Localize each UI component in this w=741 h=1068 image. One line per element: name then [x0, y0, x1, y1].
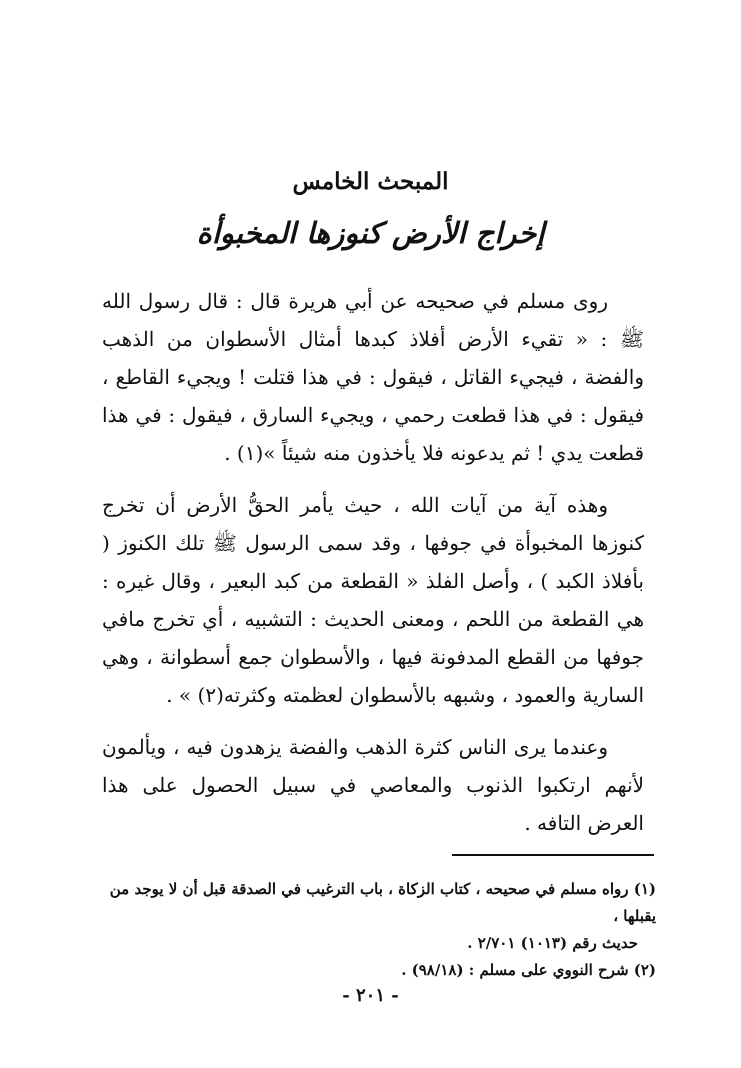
page-number: - ٢٠١ - [342, 985, 399, 1006]
chapter-label: المبحث الخامس [292, 168, 449, 195]
body-text [102, 282, 644, 856]
paragraph-explanation: وهذه آية من آيات الله ، حيث يأمر الحقُّ الأرض أن تخرج كنوزها المخبوأة في جوفها ، وقد سمى الرسول ﷺ تلك الكنوز ( بأفلاذ الكبد ) ، وأصل الفلذ « القطعة من كبد البعير ، وقال غيره : هي القطعة من اللحم ، ومعنى الحديث : التشبيه ، أي تخرج مافي جوفها من القطع المدفونة فيها ، والأسطوان جمع أسطوانة ، وهي السارية والعمود ، وشبهه بالأسطوان لعظمته وكثرته(٢) » . [102, 493, 644, 707]
footnote-2: (٢) شرح النووي على مسلم : (٩٨/١٨) . [401, 961, 656, 979]
footnote-separator [452, 854, 654, 856]
paragraph-hadith: روى مسلم في صحيحه عن أبي هريرة قال : قال رسول الله ﷺ : « تقيء الأرض أفلاذ كبدها أمثال الأسطوان من الذهب والفضة ، فيجيء القاتل ، فيقول : في هذا قتلت ! ويجيء القاطع ، فيقول : في هذا قطعت رحمي ، ويجيء السارق ، فيقول : في هذا قطعت يدي ! ثم يدعونه فلا يأخذون منه شيئاً »(١) . [102, 289, 644, 465]
footnote-1: (١) رواه مسلم في صحيحه ، كتاب الزكاة ، باب الترغيب في الصدقة قبل أن لا يوجد من يقبلها ، [109, 880, 656, 925]
chapter-title: إخراج الأرض كنوزها المخبوأة [196, 216, 545, 250]
paragraph-conclusion: وعندما يرى الناس كثرة الذهب والفضة يزهدون فيه ، ويألمون لأنهم ارتكبوا الذنوب والمعاصي في سبيل الحصول على هذا العرض التافه . [102, 735, 644, 835]
footnotes [102, 876, 656, 984]
footnote-1-continuation: حديث رقم (١٠١٣) ٢/٧٠١ . [467, 934, 638, 952]
